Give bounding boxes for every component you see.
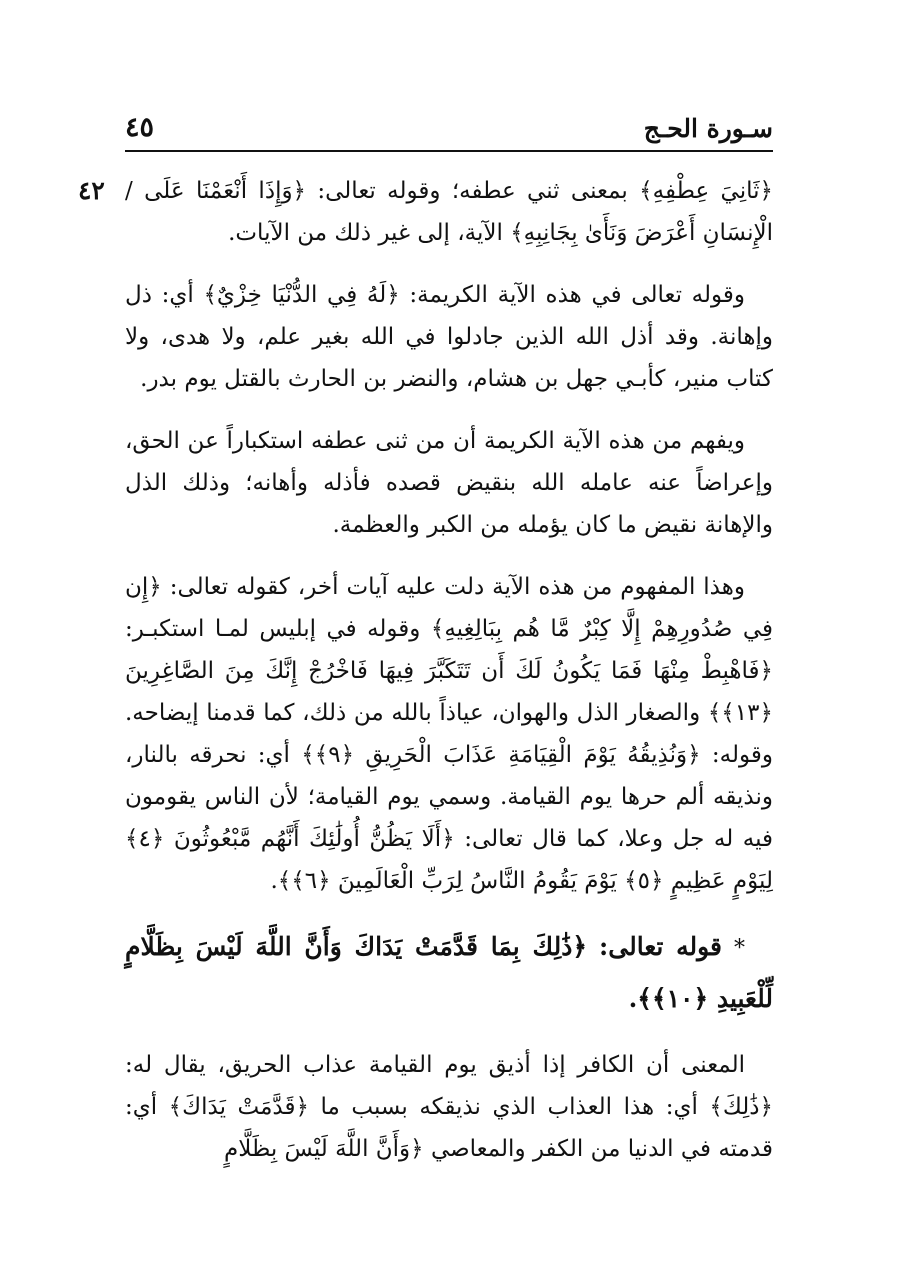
- paragraph-5: المعنى أن الكافر إذا أذيق يوم القيامة عذاب الحريق، يقال له: ﴿ذَٰلِكَ﴾ أي: هذا العذاب الذي نذيقكه بسبب ما ﴿قَدَّمَتْ يَدَاكَ﴾ أي: قدمته في الدنيا من الكفر والمعاصي ﴿وَأَنَّ اللَّهَ لَيْسَ بِظَلَّامٍ: [125, 1052, 773, 1162]
- header-rule: [125, 150, 773, 152]
- heading-label: قوله تعالى:: [599, 932, 722, 961]
- paragraph-4: وهذا المفهوم من هذه الآية دلت عليه آيات أخر، كقوله تعالى: ﴿إِن فِي صُدُورِهِمْ إِلَّا كِبْرٌ مَّا هُم بِبَالِغِيهِ﴾ وقوله في إبليس لمـا استكبـر: ﴿فَاهْبِطْ مِنْهَا فَمَا يَكُونُ لَكَ أَن تَتَكَبَّرَ فِيهَا فَاخْرُجْ إِنَّكَ مِنَ الصَّاغِرِينَ ﴿١٣﴾﴾ والصغار الذل والهوان، عياذاً بالله من ذلك، كما قدمنا إيضاحه. وقوله: ﴿وَنُذِيقُهُ يَوْمَ الْقِيَامَةِ عَذَابَ الْحَرِيقِ ﴿٩﴾﴾ أي: نحرقه بالنار، ونذيقه ألم حرها يوم القيامة. وسمي يوم القيامة؛ لأن الناس يقومون فيه له جل وعلا، كما قال تعالى: ﴿أَلَا يَظُنُّ أُولَٰئِكَ أَنَّهُم مَّبْعُوثُونَ ﴿٤﴾ لِيَوْمٍ عَظِيمٍ ﴿٥﴾ يَوْمَ يَقُومُ النَّاسُ لِرَبِّ الْعَالَمِينَ ﴿٦﴾﴾.: [125, 574, 774, 894]
- page-number: ٤٥: [125, 112, 155, 143]
- verse-heading: [125, 922, 773, 1024]
- spacer: [125, 254, 773, 274]
- spacer: [125, 546, 773, 566]
- page-body: [125, 170, 773, 1170]
- star-icon: *: [734, 936, 745, 961]
- surah-title: سـورة الحـج: [643, 114, 773, 143]
- spacer: [125, 902, 773, 922]
- heading-verse: ﴿ذَٰلِكَ بِمَا قَدَّمَتْ يَدَاكَ وَأَنَّ اللَّهَ لَيْسَ بِظَلَّامٍ لِّلْعَبِيدِ ﴿١٠﴾﴾.: [125, 932, 773, 1013]
- spacer: [125, 400, 773, 420]
- page-header: [125, 110, 773, 150]
- paragraph-2: وقوله تعالى في هذه الآية الكريمة: ﴿لَهُ فِي الدُّنْيَا خِزْيٌ﴾ أي: ذل وإهانة. وقد أذل الله الذين جادلوا في الله بغير علم، ولا هدى، ولا كتاب منير، كأبـي جهل بن هشام، والنضر بن الحارث بالقتل يوم بدر.: [125, 282, 773, 392]
- paragraph-1: ﴿ثَانِيَ عِطْفِهِ﴾ بمعنى ثني عطفه؛ وقوله تعالى: ﴿وَإِذَا أَنْعَمْنَا عَلَى / الْإِنسَانِ أَعْرَضَ وَنَأَىٰ بِجَانِبِهِ﴾ الآية، إلى غير ذلك من الآيات.: [125, 178, 773, 246]
- paragraph-3: ويفهم من هذه الآية الكريمة أن من ثنى عطفه استكباراً عن الحق، وإعراضاً عنه عامله الله بنقيض قصده فأذله وأهانه؛ وذلك الذل والإهانة نقيض ما كان يؤمله من الكبر والعظمة.: [125, 428, 773, 538]
- margin-reference: ٤٢: [78, 176, 105, 205]
- spacer: [125, 1024, 773, 1044]
